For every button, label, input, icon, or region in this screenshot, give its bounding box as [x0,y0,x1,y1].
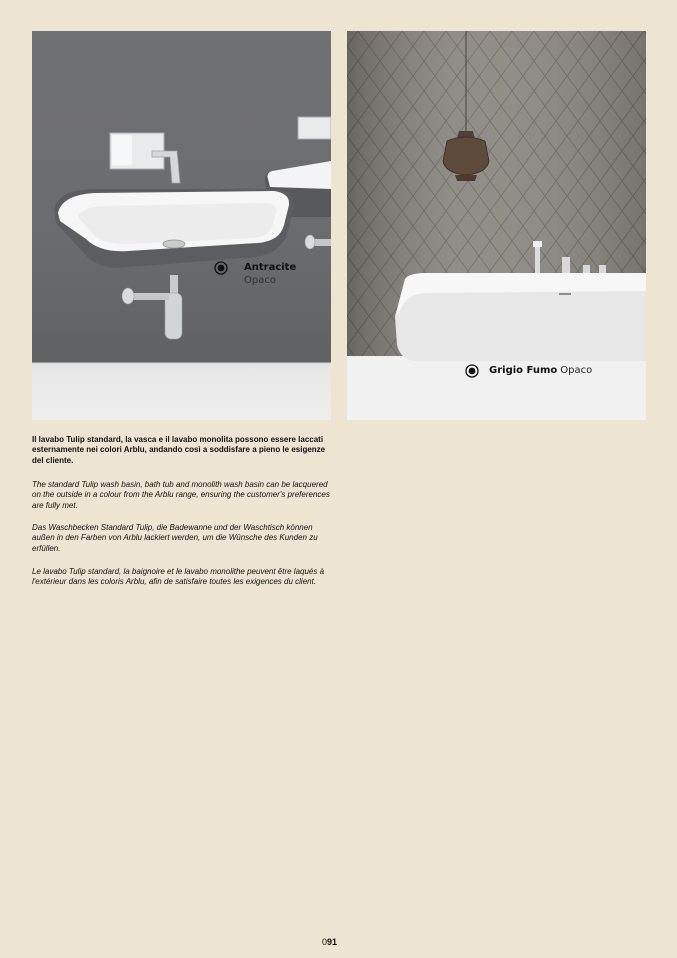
page-number [322,937,337,947]
description-italian: Il lavabo Tulip standard, la vasca e il lavabo monolita possono essere laccati esternamente nei colori Arblu, andando così a soddisfare a pieno le esigenze del cliente. [32,435,326,465]
description-english: The standard Tulip wash basin, bath tub and monolith wash basin can be lacquered on the outside in a colour from the Arblu range, ensuring the customer's preferences are fully met. [32,480,330,510]
bathtub-photo [347,31,646,420]
page-number-prefix: 0 [322,937,328,947]
radio-swatch-icon [465,364,479,378]
washbasin-photo [32,31,331,420]
bathtub-illustration [347,31,646,420]
page-number-value: 91 [327,937,338,947]
grigio-fumo-color-label [465,364,592,378]
description-french: Le lavabo Tulip standard, la baignoire et le lavabo monolithe peuvent être laqués à l'extérieur dans les coloris Arblu, afin de satisfaire toutes les exigences du client. [32,567,325,587]
color-name: Grigio Fumo [489,365,558,376]
color-name: Antracite [244,262,297,273]
washbasin-illustration [32,31,331,420]
color-finish: Opaco [560,365,593,376]
description-german: Das Waschbecken Standard Tulip, die Badewanne und der Waschtisch können außen in den Farben von Arblu lackiert werden, um die Wünsche des Kunden zu erfüllen. [32,523,318,553]
color-finish: Opaco [244,275,276,286]
radio-swatch-icon [214,261,228,275]
antracite-color-label [214,261,296,287]
